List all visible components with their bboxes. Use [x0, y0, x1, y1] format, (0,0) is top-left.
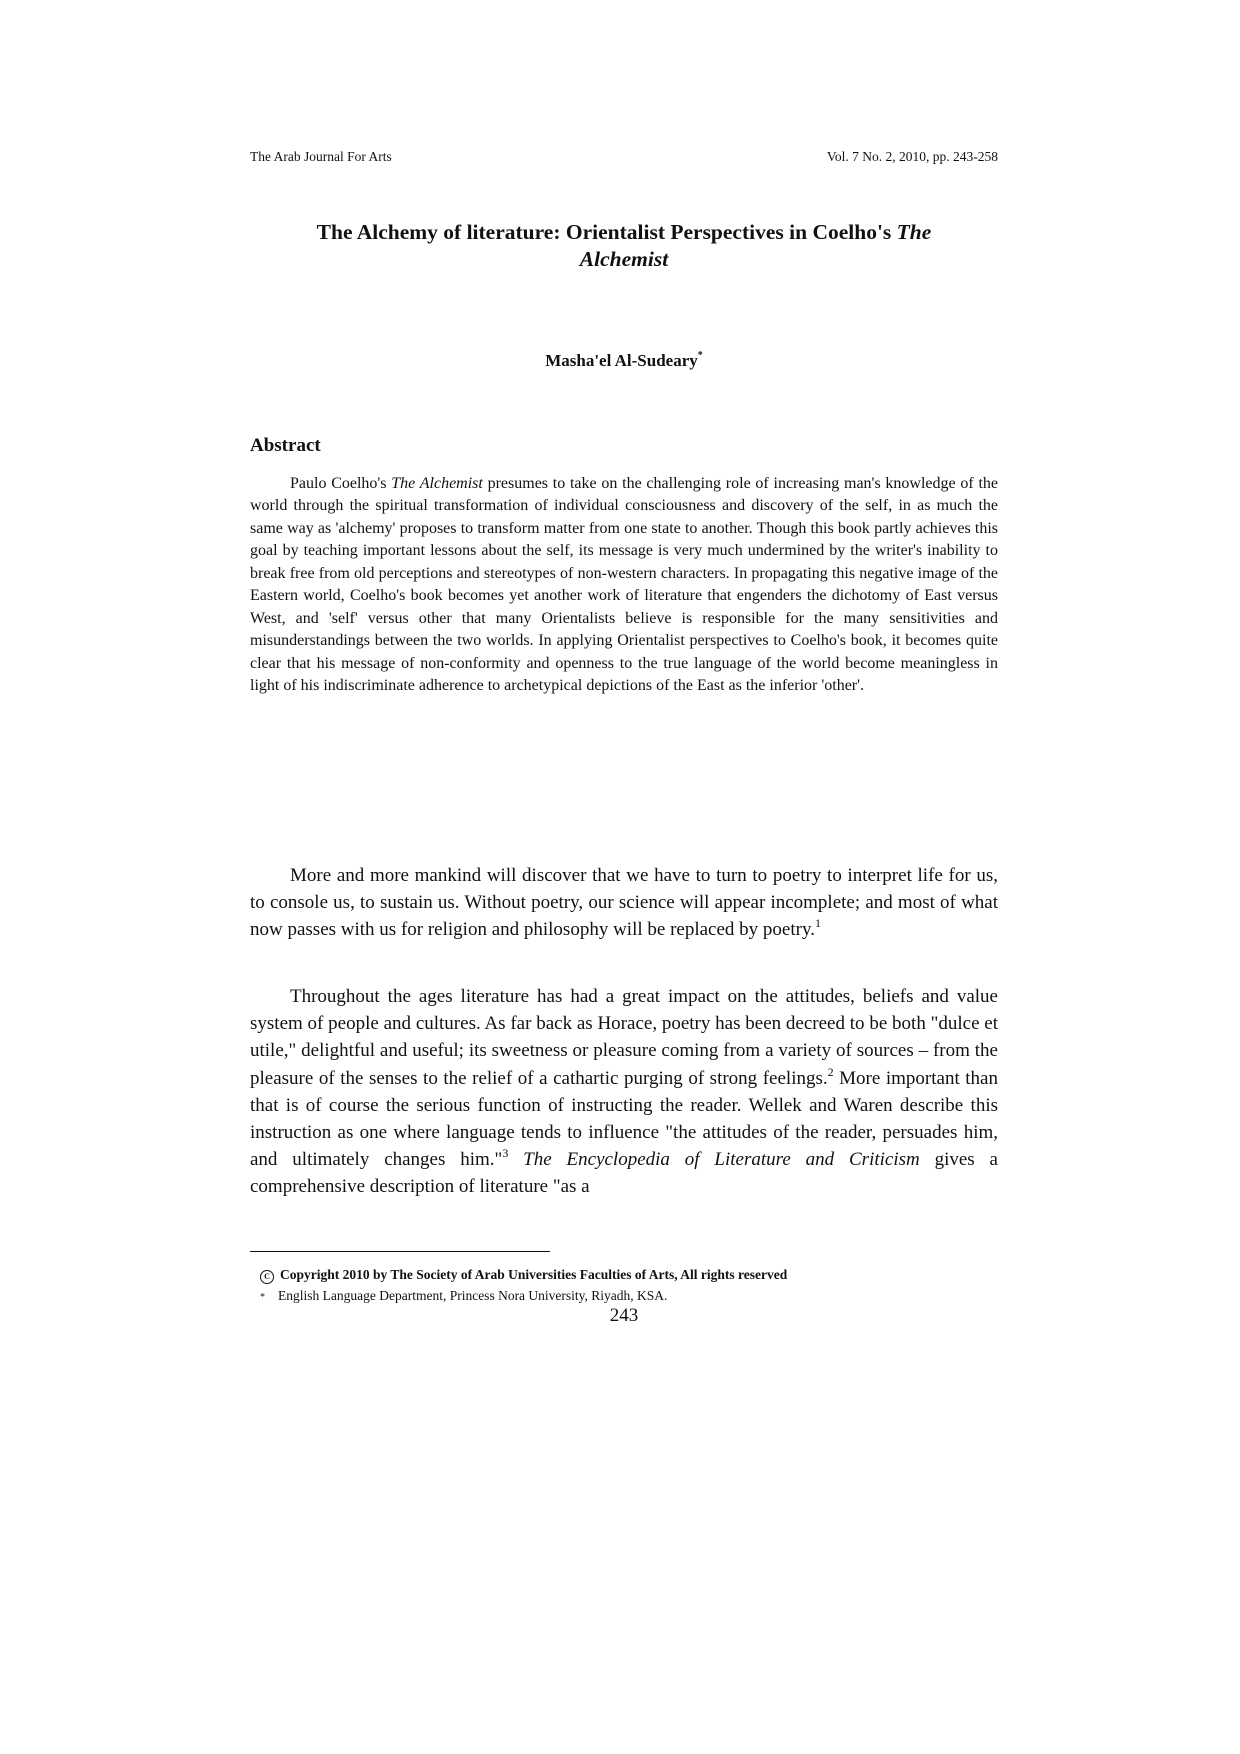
footnote-ref-1: 1 [814, 916, 821, 931]
title-italic-the: The [896, 220, 932, 244]
abstract-text-start: Paulo Coelho's [290, 475, 392, 492]
paper-title [250, 219, 998, 273]
title-text: The Alchemy of literature: Orientalist Perspectives in Coelho's [316, 220, 897, 244]
author-name: Masha'el Al-Sudeary [545, 351, 698, 370]
author-line [250, 351, 998, 371]
body-text-b: More important than that is of course the serious function of instructing the reader. Wellek and Waren describe this instruction as one where language tends to influence "the attitudes of the reader, persuades him, and ultimately changes him." [250, 1067, 998, 1171]
body-text-c: gives a comprehensive description of literature "as a [250, 1149, 998, 1198]
epigraph-text: More and more mankind will discover that we have to turn to poetry to interpret life for us, to console us, to sustain us. Without poetry, our science will appear incomplete; and most of what now passes with us for religion and philosophy will be replaced by poetry. [250, 865, 998, 941]
copyright-footnote [260, 1266, 787, 1284]
title-line-1 [250, 219, 998, 246]
volume-info: Vol. 7 No. 2, 2010, pp. 243-258 [826, 149, 998, 164]
footnote-divider [250, 1251, 550, 1252]
copyright-text: Copyright 2010 by The Society of Arab Universities Faculties of Arts, All rights reserved [280, 1267, 788, 1282]
body-paragraph [250, 983, 998, 1201]
footnote-ref-3: 3 [502, 1146, 509, 1161]
journal-name: The Arab Journal For Arts [250, 149, 392, 164]
body-text-a: Throughout the ages literature has had a great impact on the attitudes, beliefs and value system of people and cultures. As far back as Horace, poetry has been decreed to be both "dulce et utile," delightful and useful; its sweetness or pleasure coming from a variety of sources – from the pleasure of the senses to the relief of a cathartic purging of strong feelings. [250, 986, 998, 1089]
author-footnote-marker: * [697, 350, 703, 361]
abstract-heading: Abstract [250, 435, 321, 456]
abstract-italic-title: The Alchemist [391, 475, 483, 492]
abstract-text-rest: presumes to take on the challenging role of increasing man's knowledge of the world through the spiritual transformation of individual consciousness and discovery of the self, in as much the same way as 'alchemy' proposes to transform matter from one state to another. Though this book partly achieves this goal by teaching important lessons about the self, its message is very much undermined by the writer's inability to break free from old perceptions and stereotypes of non-western characters. In propagating this negative image of the Eastern world, Coelho's book becomes yet another work of literature that engenders the dichotomy of East versus West, and 'self' versus other that many Orientalists believe is responsible for the many sensitivities and misunderstandings between the two worlds. In applying Orientalist perspectives to Coelho's book, it becomes quite clear that his message of non-conformity and openness to the true language of the world become meaningless in light of his indiscriminate adherence to archetypical depictions of the East as the inferior 'other'. [250, 475, 998, 695]
affiliation-footnote [260, 1287, 667, 1306]
title-line-2 [250, 246, 998, 273]
epigraph-paragraph [250, 862, 998, 944]
page-number: 243 [609, 1305, 639, 1326]
title-italic-alchemist: Alchemist [579, 247, 669, 271]
paper-page [250, 0, 998, 1754]
footnote-ref-2: 2 [827, 1064, 834, 1079]
body-italic-encyclopedia: The Encyclopedia of Literature and Criticism [508, 1149, 920, 1171]
affiliation-marker: * [260, 1292, 265, 1303]
affiliation-text: English Language Department, Princess Nora University, Riyadh, KSA. [278, 1288, 668, 1303]
copyright-icon: C [260, 1270, 274, 1284]
abstract-text [250, 473, 998, 698]
